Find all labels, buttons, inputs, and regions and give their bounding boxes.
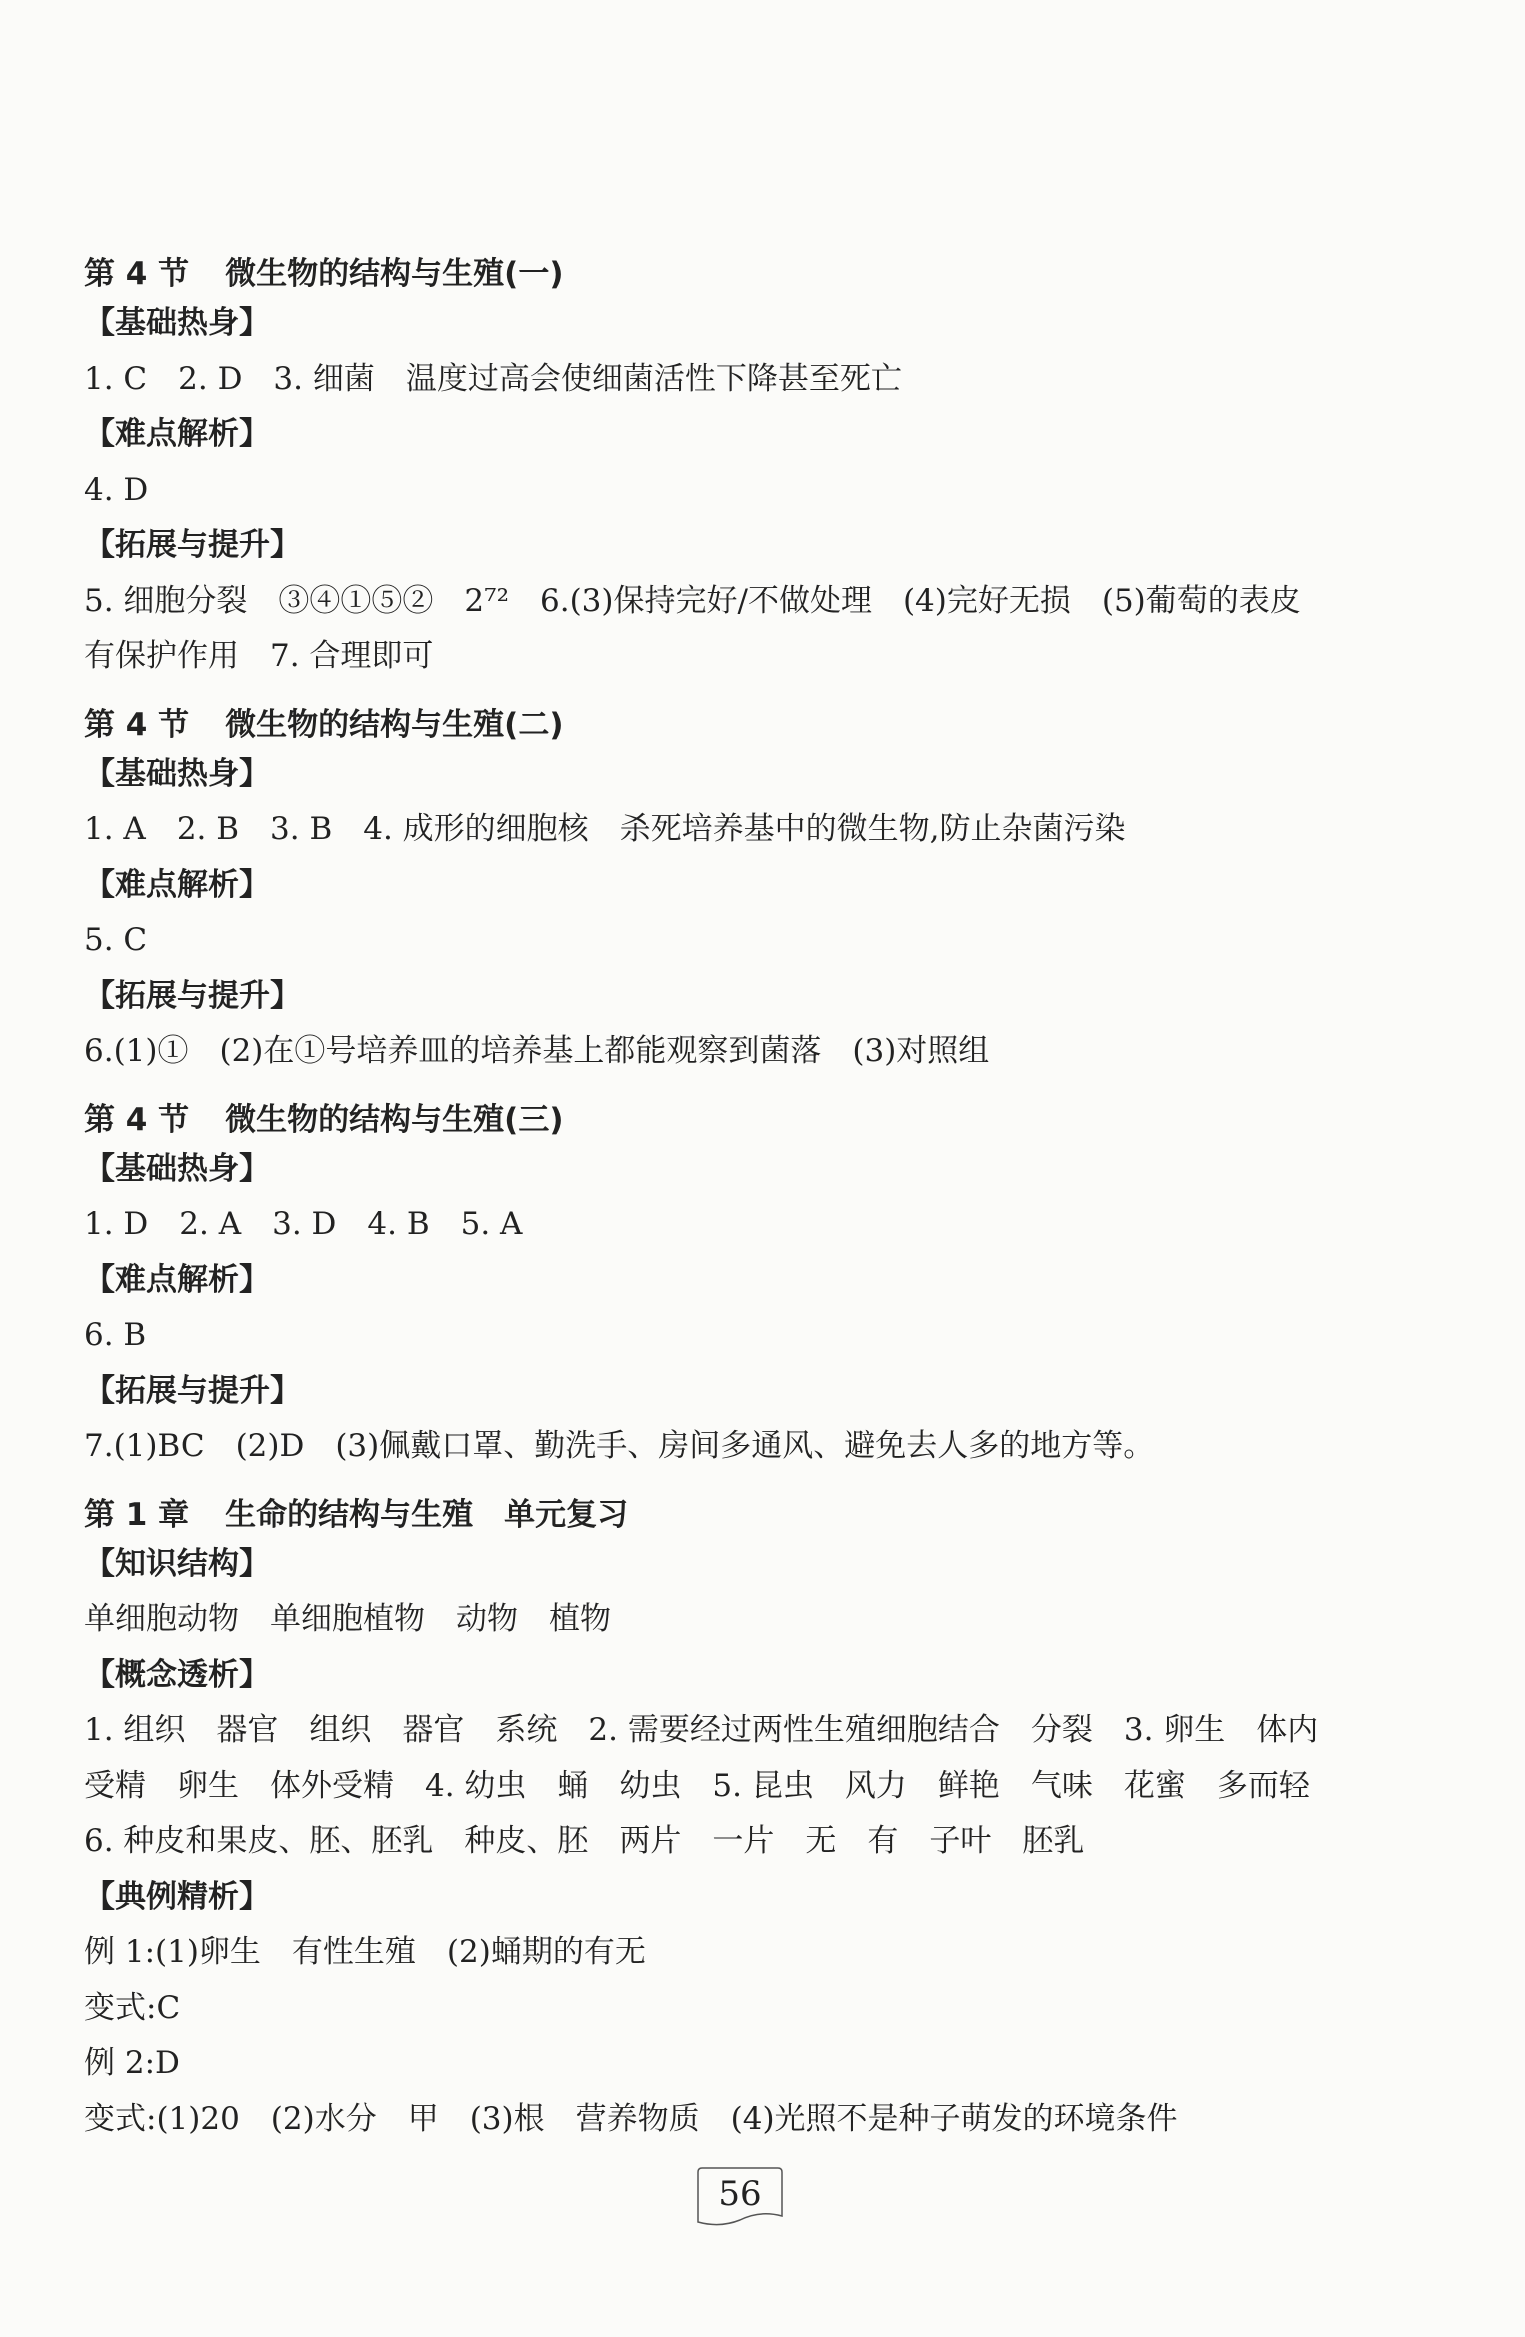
answer-line: 例 2:D [84,2045,180,2081]
section-subtitle: 微生物的结构与生殖(一) [225,256,564,292]
section-number: 第 4 节 [84,1101,190,1138]
block-heading: 【难点解析】 [84,416,270,452]
section-subtitle: 生命的结构与生殖 单元复习 [225,1496,629,1533]
answer-line: 6.(1)① (2)在①号培养皿的培养基上都能观察到菌落 (3)对照组 [84,1033,990,1069]
block-heading: 【拓展与提升】 [84,1372,301,1409]
block-heading: 【典例精析】 [84,1878,270,1915]
page-number: 56 [718,2174,762,2214]
answer-line: 单细胞动物 单细胞植物 动物 植物 [84,1601,611,1637]
block-heading: 【概念透析】 [84,1656,270,1693]
answer-line: 有保护作用 7. 合理即可 [84,638,434,674]
section-subtitle: 微生物的结构与生殖(三) [225,1101,564,1138]
block-heading: 【基础热身】 [84,1150,270,1187]
section-title [84,1493,1414,1537]
answer-line: 5. 细胞分裂 ③④①⑤② 2⁷² 6.(3)保持完好/不做处理 (4)完好无损 (5)葡萄的表皮 [84,582,1301,619]
section-number: 第 4 节 [84,706,190,743]
answer-line: 7.(1)BC (2)D (3)佩戴口罩、勤洗手、房间多通风、避免去人多的地方等。 [84,1428,1155,1464]
answer-line: 5. C [84,922,148,958]
answer-line: 1. D 2. A 3. D 4. B 5. A [84,1206,523,1242]
answer-page [84,252,1414,2147]
section-title [84,703,1414,747]
block-heading: 【知识结构】 [84,1545,270,1582]
answer-line: 4. D [84,471,149,508]
block-heading: 【拓展与提升】 [84,527,301,563]
answer-line: 变式:(1)20 (2)水分 甲 (3)根 营养物质 (4)光照不是种子萌发的环境条件 [84,2100,1178,2137]
section-subtitle: 微生物的结构与生殖(二) [225,706,564,743]
block-heading: 【难点解析】 [84,1261,270,1298]
block-heading: 【基础热身】 [84,755,270,792]
answer-line: 受精 卵生 体外受精 4. 幼虫 蛹 幼虫 5. 昆虫 风力 鲜艳 气味 花蜜 多而轻 [84,1767,1310,1804]
section-number: 第 1 章 [84,1496,190,1533]
section-title [84,252,1414,296]
section-title [84,1098,1414,1142]
answer-line: 6. 种皮和果皮、胚、胚乳 种皮、胚 两片 一片 无 有 子叶 胚乳 [84,1823,1085,1859]
answer-line: 1. A 2. B 3. B 4. 成形的细胞核 杀死培养基中的微生物,防止杂菌污染 [84,811,1126,847]
answer-line: 变式:C [84,1989,181,2026]
section-number: 第 4 节 [84,256,190,292]
block-heading: 【难点解析】 [84,866,270,903]
block-heading: 【基础热身】 [84,305,270,341]
block-heading: 【拓展与提升】 [84,977,301,1014]
answer-line: 1. C 2. D 3. 细菌 温度过高会使细菌活性下降甚至死亡 [84,360,902,397]
answer-line: 6. B [84,1317,147,1353]
answer-line: 1. 组织 器官 组织 器官 系统 2. 需要经过两性生殖细胞结合 分裂 3. 卵生 体内 [84,1712,1319,1748]
answer-line: 例 1:(1)卵生 有性生殖 (2)蛹期的有无 [84,1934,646,1970]
